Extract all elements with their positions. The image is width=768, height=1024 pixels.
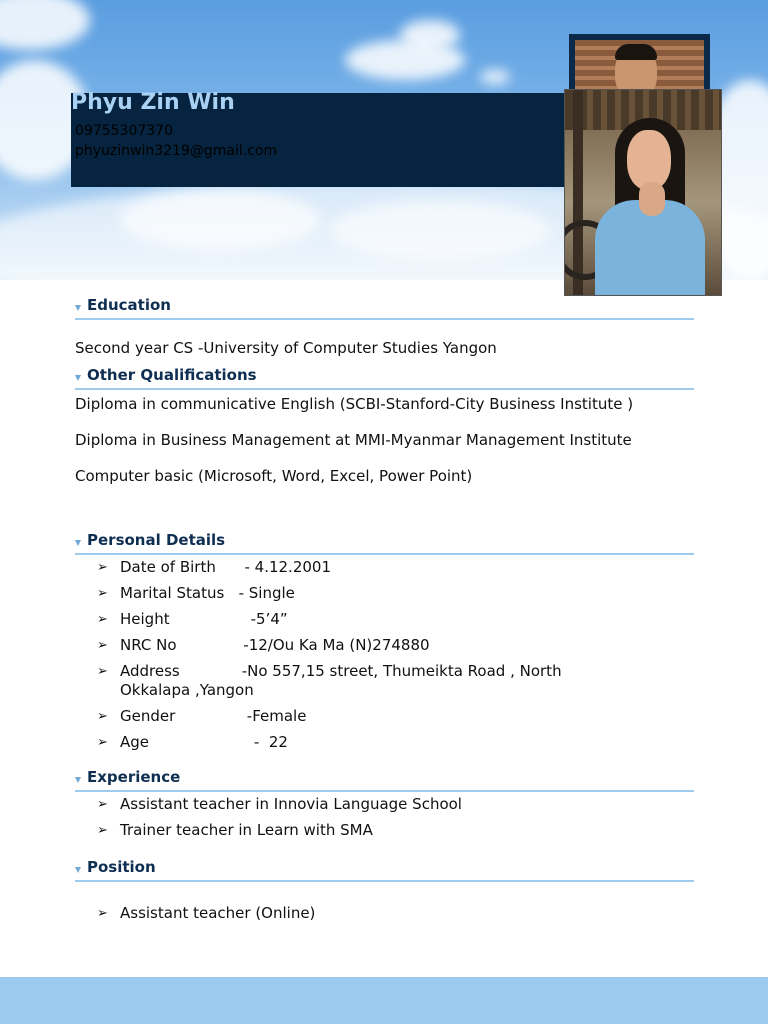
section-other-qualifications xyxy=(75,362,694,390)
qualification-item: Diploma in communicative English (SCBI-Stanford-City Business Institute ) xyxy=(75,395,634,413)
arrow-bullet-icon: ➢ xyxy=(97,906,108,921)
arrow-bullet-icon: ➢ xyxy=(97,735,108,750)
position-list xyxy=(97,904,315,923)
footer-band xyxy=(0,977,768,1024)
section-title: Experience xyxy=(87,768,181,786)
list-item: ➢ Address -No 557,15 street, Thumeikta Road , North xyxy=(97,662,562,680)
qualification-item: Computer basic (Microsoft, Word, Excel, Power Point) xyxy=(75,467,473,485)
phone-number: 09755307370 xyxy=(75,123,173,139)
list-item: ➢ NRC No -12/Ou Ka Ma (N)274880 xyxy=(97,636,430,654)
section-title: Other Qualifications xyxy=(87,366,257,384)
list-item: ➢ Age - 22 xyxy=(97,733,288,751)
section-title: Position xyxy=(87,858,156,876)
arrow-bullet-icon: ➢ xyxy=(97,797,108,812)
section-triangle-icon xyxy=(75,540,81,546)
section-divider xyxy=(75,880,694,882)
section-experience xyxy=(75,764,694,792)
section-divider xyxy=(75,553,694,555)
section-divider xyxy=(75,790,694,792)
list-item: ➢ Assistant teacher (Online) xyxy=(97,904,316,922)
section-personal-details xyxy=(75,527,694,555)
arrow-bullet-icon: ➢ xyxy=(97,638,108,653)
profile-photo-small xyxy=(569,34,710,92)
section-divider xyxy=(75,388,694,390)
list-item: ➢ Gender -Female xyxy=(97,707,307,725)
email-address: phyuzinwin3219@gmail.com xyxy=(75,143,278,159)
section-title: Personal Details xyxy=(87,531,226,549)
section-triangle-icon xyxy=(75,777,81,783)
section-position xyxy=(75,854,694,882)
personal-details-list xyxy=(97,558,562,752)
arrow-bullet-icon: ➢ xyxy=(97,664,108,679)
section-education xyxy=(75,292,694,320)
section-divider xyxy=(75,318,694,320)
profile-photo-large xyxy=(564,89,722,296)
list-item: ➢ Marital Status - Single xyxy=(97,584,295,602)
arrow-bullet-icon: ➢ xyxy=(97,709,108,724)
section-triangle-icon xyxy=(75,867,81,873)
section-triangle-icon xyxy=(75,305,81,311)
qualification-item: Diploma in Business Management at MMI-Myanmar Management Institute xyxy=(75,431,632,449)
experience-list xyxy=(97,795,462,840)
list-item: ➢ Date of Birth - 4.12.2001 xyxy=(97,558,331,576)
section-triangle-icon xyxy=(75,375,81,381)
arrow-bullet-icon: ➢ xyxy=(97,823,108,838)
education-item: Second year CS -University of Computer Studies Yangon xyxy=(75,339,497,357)
list-item: ➢ Height -5’4” xyxy=(97,610,288,628)
list-item-continuation: Okkalapa ,Yangon xyxy=(120,681,254,699)
list-item: ➢ Trainer teacher in Learn with SMA xyxy=(97,821,373,839)
applicant-name: Phyu Zin Win xyxy=(71,90,235,115)
arrow-bullet-icon: ➢ xyxy=(97,612,108,627)
arrow-bullet-icon: ➢ xyxy=(97,586,108,601)
section-title: Education xyxy=(87,296,171,314)
arrow-bullet-icon: ➢ xyxy=(97,560,108,575)
list-item: ➢ Assistant teacher in Innovia Language School xyxy=(97,795,462,813)
